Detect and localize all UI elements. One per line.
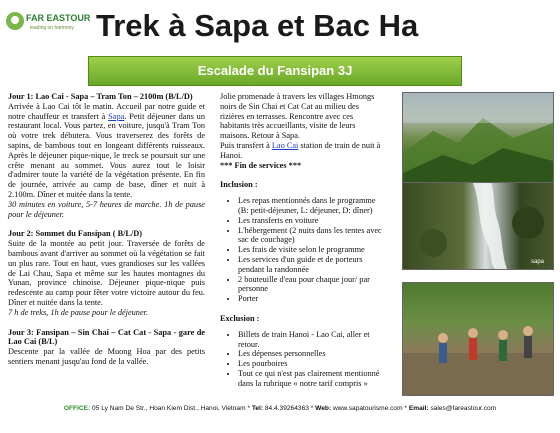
list-item: • Les repas mentionnés dans le programme (B: petit-déjeuner, L: déjeuner, D: dîner) bbox=[238, 196, 385, 216]
email-label: Email: bbox=[408, 405, 429, 412]
web-address[interactable]: www.sapatourisme.com * bbox=[331, 405, 409, 412]
list-item: • Les pourboires bbox=[238, 359, 385, 369]
end-of-services: *** Fin de services *** bbox=[220, 160, 302, 170]
day3-heading: Jour 3: Fansipan – Sin Chai – Cat Cat - Sapa - gare de Lao Cai (B/L) bbox=[8, 327, 205, 347]
list-item: • Porter bbox=[238, 294, 385, 304]
transfer-text-b: station de train de nuit à Hanoi. bbox=[220, 140, 381, 160]
list-item: • 2 bouteuille d'eau pour chaque jour/ par personne bbox=[238, 275, 385, 295]
lao-cai-link[interactable]: Lao Cai bbox=[271, 140, 299, 150]
details-column bbox=[220, 92, 385, 389]
exclusion-list bbox=[220, 330, 385, 389]
transfer-paragraph bbox=[220, 141, 385, 161]
tel-number: 84.4.39264363 * bbox=[263, 405, 316, 412]
photo-watermark: sapa bbox=[531, 259, 545, 265]
list-item: • Les services d'un guide et de porteurs pendant la randonnée bbox=[238, 255, 385, 275]
trekkers-photo bbox=[402, 282, 554, 396]
office-label: OFFICE: bbox=[63, 405, 91, 412]
transfer-text-a: Puis transfert à bbox=[220, 140, 272, 150]
day1-note: 30 minutes en voiture, 5-7 heures de marche. 1h de pause pour le déjeuner. bbox=[8, 199, 205, 219]
day1-heading: Jour 1: Lao Cai - Sapa – Tram Ton – 2100m (B/L/D) bbox=[8, 92, 193, 101]
logo-tagline: leading on harmony bbox=[30, 25, 74, 31]
day1-text-a: Arrivée à Lao Cai tôt le matin. Accueil par notre guide et notre chauffeur et transfert à bbox=[8, 101, 205, 121]
logo-name: FAR EASTOUR bbox=[26, 13, 91, 23]
list-item: • Billets de train Hanoi - Lao Cai, aller et retour. bbox=[238, 330, 385, 350]
day3-continued: Jolie promenade à travers les villages Hmongs noirs de Sin Chai et Cat Cat au milieu des rizières en terrasses. Rencontre avec ces habitants très accueillants, visite de leurs maisons. Retour à Sapa. bbox=[220, 92, 375, 141]
inclusion-heading: Inclusion : bbox=[220, 180, 258, 190]
list-item: • Tout ce qui n'est pas clairement mentionné dans la rubrique « notre tarif compris » bbox=[238, 369, 385, 389]
day2-heading: Jour 2: Sommet du Fansipan ( B/L/D) bbox=[8, 229, 142, 239]
day1-paragraph bbox=[8, 102, 205, 200]
footer-contact bbox=[0, 405, 560, 412]
day2-note: 7 h de treks, 1h de pause pour le déjeuner. bbox=[8, 307, 149, 317]
itinerary-column bbox=[8, 92, 205, 367]
web-label: Web: bbox=[315, 405, 332, 412]
tel-label: Tel: bbox=[251, 405, 264, 412]
trekkers-illustration bbox=[403, 283, 553, 395]
list-item: • Les frais de visite selon le programme bbox=[238, 245, 385, 255]
company-logo bbox=[6, 10, 91, 44]
list-item: • Les transferts en voiture bbox=[238, 216, 385, 226]
day3-paragraph: Descente par la vallée de Muong Hoa par des petits sentiers menant jusqu'au fond de la vallée. bbox=[8, 347, 205, 366]
waterfall-photo bbox=[402, 182, 554, 270]
day1-text-b: . Petit déjeuner dans un restaurant local. Vous partez, en voiture, jusqu'à Tram Ton où votre trek débutera. Vous traverserez des forêts de sapins, de bambous tout en longeant différents ruisseaux. Après le déjeuner pique-nique, le treck se poursuit sur une crête menant au sommet. Vous aurez tout le loisir d'admirer toute la variété de la végétation présente. En fin de journée, arrivée au camp de base, dîner et nuit à 2.100m. Dîner et nuitée dans la tente. bbox=[8, 111, 205, 199]
waterfall-illustration bbox=[403, 183, 553, 269]
day2-paragraph: Suite de la montée au petit jour. Traversée de forêts de bambous avant d'arriver au sommet où la végétation se fait un plus rare. Tout en haut, vues grandioses sur les vallées de Lai Chau, Sapa et même sur les hautes montagnes du Yunan, province chinoise. Déjeuner pique-nique puis redescente au camp pour fêter votre victoire autour du feu. Dîner et nuitée dans la tente. bbox=[8, 239, 205, 307]
list-item: • L'hébergement (2 nuits dans les tentes avec sac de couchage) bbox=[238, 226, 385, 246]
sapa-link[interactable]: Sapa bbox=[108, 111, 125, 121]
tour-banner: Escalade du Fansipan 3J bbox=[88, 56, 462, 86]
page-title: Trek à Sapa et Bac Ha bbox=[96, 8, 419, 43]
list-item: • Les dépenses personnelles bbox=[238, 349, 385, 359]
office-address: 05 Ly Nam De Str., Hoan Kiem Dist., Hanoi, Vietnam * bbox=[90, 405, 252, 412]
inclusion-list bbox=[220, 196, 385, 304]
email-address[interactable]: sales@fareastour.com bbox=[428, 405, 497, 412]
logo-circle-icon bbox=[6, 12, 24, 30]
exclusion-heading: Exclusion : bbox=[220, 313, 260, 323]
